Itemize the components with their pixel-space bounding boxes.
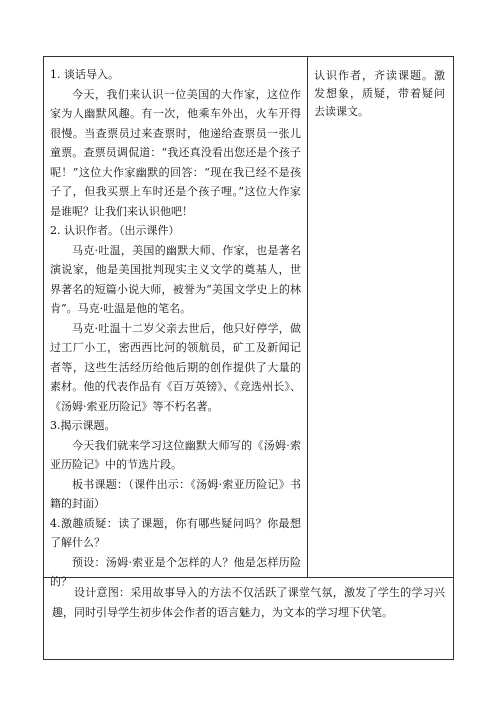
lesson-table <box>43 56 454 660</box>
paragraph-2: 今天，我们来认识一位美国的大作家，这位作家为人幽默风趣。有一次，他乘车外出，火车开得很慢。当查票员过来查票时，他递给查票员一张儿童票。查票员调侃道：“我还真没看出您还是个孩子呢！”这位大作家幽默的回答：“现在我已经不是孩子了，但我买票上车时还是个孩子哩。”这位大作家是谁呢？让我们来认识他吧！ <box>50 87 301 218</box>
paragraph-4: 马克·吐温，美国的幽默大师、作家，也是著名演说家，他是美国批判现实主义文学的奠基人，世界著名的短篇小说大师，被誉为“美国文学史上的林肯”。马克·吐温是他的笔名。 <box>50 243 301 315</box>
paragraph-3: 2. 认识作者。（出示课件） <box>50 224 180 237</box>
design-intent-cell <box>44 578 453 660</box>
paragraph-9: 4.激趣质疑：读了课题，你有哪些疑问吗？你最想了解什么？ <box>50 516 301 549</box>
paragraph-10: 预设：汤姆·索亚是个怎样的人？他是怎样历险的？ <box>50 555 301 588</box>
paragraph-6: 3.揭示课题。 <box>50 419 116 432</box>
student-activity-text: 认识作者，齐读课题。激发想象，质疑，带着疑问去读课文。 <box>314 69 445 118</box>
paragraph-5: 马克·吐温十二岁父亲去世后，他只好停学，做过工厂小工，密西西比河的领航员，矿工及新闻记者等，这些生活经历给他后期的创作提供了大量的素材。他的代表作品有《百万英镑》、《竞选州长》、《汤姆·索亚历险记》等不朽名著。 <box>50 321 301 413</box>
teaching-process-cell <box>44 57 308 588</box>
paragraph-1: 1. 谈话导入。 <box>50 68 119 81</box>
student-activity-cell <box>308 57 453 577</box>
paragraph-7: 今天我们就来学习这位幽默大师写的《汤姆·索亚历险记》中的节选片段。 <box>50 438 301 471</box>
paragraph-8: 板书课题：（课件出示：《汤姆·索亚历险记》书籍的封面） <box>50 477 301 510</box>
design-intent-text: 设计意图：采用故事导入的方法不仅活跃了课堂气氛，激发了学生的学习兴趣，同时引导学生初步体会作者的语言魅力，为文本的学习埋下伏笔。 <box>52 586 445 619</box>
